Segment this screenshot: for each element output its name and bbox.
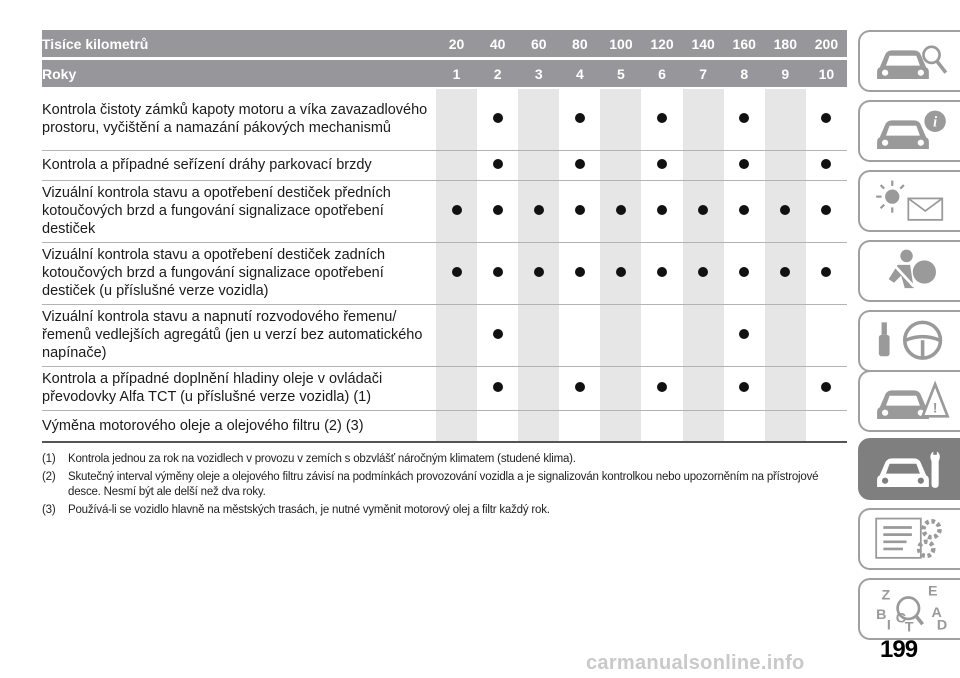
service-required-dot — [657, 382, 667, 392]
header-years-row-value: 1 — [436, 59, 477, 89]
header-km-row-label: Tisíce kilometrů — [42, 30, 436, 59]
header-years-row-value: 4 — [559, 59, 600, 89]
schedule-cell — [806, 366, 847, 410]
service-required-dot — [739, 382, 749, 392]
header-years-row-value: 6 — [641, 59, 682, 89]
schedule-cell — [600, 88, 641, 150]
service-required-dot — [575, 159, 585, 169]
header-km-row-value: 160 — [724, 30, 765, 59]
service-required-dot — [821, 382, 831, 392]
schedule-cell — [724, 304, 765, 366]
schedule-cell — [806, 410, 847, 442]
schedule-cell — [724, 242, 765, 304]
service-required-dot — [493, 159, 503, 169]
service-required-dot — [821, 159, 831, 169]
index-letter: I — [886, 617, 891, 634]
footnote-text: Používá-li se vozidlo hlavně na městských trasách, je nutné vyměnit motorový olej a filtr každý rok. — [68, 504, 550, 516]
service-required-dot — [616, 205, 626, 215]
schedule-cell — [724, 88, 765, 150]
schedule-cell — [477, 242, 518, 304]
header-km-row-value: 100 — [600, 30, 641, 59]
service-required-dot — [575, 205, 585, 215]
header-years-row-value: 9 — [765, 59, 806, 89]
schedule-cell — [683, 304, 724, 366]
chapter-tab[interactable] — [858, 310, 960, 372]
service-required-dot — [657, 267, 667, 277]
schedule-cell — [724, 366, 765, 410]
schedule-cell — [806, 242, 847, 304]
service-required-dot — [780, 205, 790, 215]
service-required-dot — [780, 267, 790, 277]
schedule-cell — [600, 410, 641, 442]
schedule-cell — [765, 242, 806, 304]
schedule-cell — [600, 150, 641, 180]
chapter-tab[interactable] — [858, 578, 960, 640]
maintenance-schedule-table — [42, 30, 847, 443]
schedule-cell — [436, 242, 477, 304]
schedule-cell — [765, 366, 806, 410]
header-years-row-label: Roky — [42, 59, 436, 89]
service-required-dot — [452, 267, 462, 277]
schedule-cell — [436, 410, 477, 442]
task-description: Vizuální kontrola stavu a napnutí rozvodového řemenu/ řemenů vedlejších agregátů (jen u verzí bez automatického napínače) — [42, 304, 436, 366]
schedule-cell — [641, 180, 682, 242]
chapter-tab[interactable] — [858, 370, 960, 432]
schedule-cell — [806, 180, 847, 242]
header-km-row-value: 200 — [806, 30, 847, 59]
schedule-cell — [806, 88, 847, 150]
service-required-dot — [493, 382, 503, 392]
schedule-cell — [436, 150, 477, 180]
schedule-cell — [724, 180, 765, 242]
service-required-dot — [452, 205, 462, 215]
table-row — [42, 304, 847, 366]
schedule-cell — [683, 242, 724, 304]
header-km-row-value: 40 — [477, 30, 518, 59]
service-required-dot — [657, 205, 667, 215]
schedule-cell — [518, 242, 559, 304]
header-km-row-value: 180 — [765, 30, 806, 59]
schedule-cell — [765, 410, 806, 442]
schedule-cell — [641, 410, 682, 442]
schedule-cell — [765, 304, 806, 366]
header-km-row-value: 20 — [436, 30, 477, 59]
schedule-cell — [683, 410, 724, 442]
schedule-cell — [518, 410, 559, 442]
footnote — [42, 503, 847, 518]
page-number: 199 — [880, 636, 918, 663]
service-required-dot — [698, 205, 708, 215]
schedule-cell — [477, 304, 518, 366]
schedule-cell — [436, 88, 477, 150]
task-description: Kontrola a případné doplnění hladiny oleje v ovládači převodovky Alfa TCT (u příslušné verze vozidla) (1) — [42, 366, 436, 410]
header-km-row — [42, 30, 847, 59]
service-required-dot — [616, 267, 626, 277]
service-required-dot — [821, 205, 831, 215]
schedule-cell — [477, 180, 518, 242]
service-required-dot — [698, 267, 708, 277]
header-years-row-value: 7 — [683, 59, 724, 89]
header-km-row-value: 80 — [559, 30, 600, 59]
header-years-row-value: 8 — [724, 59, 765, 89]
service-required-dot — [575, 113, 585, 123]
schedule-cell — [436, 304, 477, 366]
service-required-dot — [821, 113, 831, 123]
service-required-dot — [821, 267, 831, 277]
index-letter: A — [931, 605, 942, 622]
task-description: Vizuální kontrola stavu a opotřebení destiček předních kotoučových brzd a fungování signalizace opotřebení destiček — [42, 180, 436, 242]
service-required-dot — [657, 159, 667, 169]
task-description: Výměna motorového oleje a olejového filtru (2) (3) — [42, 410, 436, 442]
service-required-dot — [657, 113, 667, 123]
index-letter: E — [927, 585, 938, 600]
schedule-cell — [641, 88, 682, 150]
schedule-cell — [806, 304, 847, 366]
schedule-cell — [559, 366, 600, 410]
svg-text:!: ! — [932, 400, 938, 417]
service-required-dot — [739, 205, 749, 215]
service-required-dot — [493, 329, 503, 339]
schedule-cell — [765, 150, 806, 180]
schedule-cell — [559, 88, 600, 150]
schedule-cell — [477, 88, 518, 150]
schedule-cell — [641, 366, 682, 410]
schedule-cell — [641, 242, 682, 304]
schedule-cell — [683, 366, 724, 410]
schedule-cell — [559, 150, 600, 180]
table-row — [42, 150, 847, 180]
schedule-cell — [477, 410, 518, 442]
schedule-cell — [559, 304, 600, 366]
schedule-cell — [518, 180, 559, 242]
table-row — [42, 88, 847, 150]
task-description: Kontrola a případné seřízení dráhy parkovací brzdy — [42, 150, 436, 180]
schedule-cell — [518, 150, 559, 180]
index-letter: D — [936, 617, 948, 634]
chapter-tab[interactable] — [858, 438, 960, 500]
table-row — [42, 366, 847, 410]
schedule-cell — [436, 366, 477, 410]
task-description: Vizuální kontrola stavu a opotřebení destiček zadních kotoučových brzd a fungování signalizace opotřebení destiček (u příslušné verze vozidla) — [42, 242, 436, 304]
schedule-cell — [559, 180, 600, 242]
footnotes — [42, 452, 847, 521]
service-required-dot — [739, 329, 749, 339]
schedule-cell — [600, 304, 641, 366]
footnote-number: (2) — [42, 471, 56, 483]
footnote — [42, 470, 847, 500]
watermark: carmanualsonline.info — [586, 652, 805, 674]
schedule-cell — [518, 366, 559, 410]
schedule-cell — [477, 150, 518, 180]
schedule-cell — [683, 180, 724, 242]
index-letter: C — [895, 610, 907, 627]
footnote-number: (1) — [42, 453, 56, 465]
header-km-row-value: 120 — [641, 30, 682, 59]
header-years-row — [42, 59, 847, 89]
schedule-cell — [600, 366, 641, 410]
table-row — [42, 180, 847, 242]
schedule-cell — [477, 366, 518, 410]
schedule-cell — [559, 242, 600, 304]
header-years-row-value: 2 — [477, 59, 518, 89]
chapter-tab[interactable] — [858, 30, 960, 92]
header-km-row-value: 140 — [683, 30, 724, 59]
header-years-row-value: 5 — [600, 59, 641, 89]
index-letter: Z — [881, 587, 891, 604]
schedule-cell — [600, 242, 641, 304]
schedule-cell — [765, 88, 806, 150]
svg-text:i: i — [933, 114, 938, 131]
chapter-tab[interactable] — [858, 240, 960, 302]
service-required-dot — [739, 113, 749, 123]
service-required-dot — [575, 382, 585, 392]
index-letter: T — [904, 619, 914, 635]
schedule-cell — [518, 304, 559, 366]
schedule-cell — [765, 180, 806, 242]
service-required-dot — [534, 267, 544, 277]
header-km-row-value: 60 — [518, 30, 559, 59]
header-years-row-value: 3 — [518, 59, 559, 89]
schedule-cell — [436, 180, 477, 242]
schedule-cell — [724, 410, 765, 442]
schedule-cell — [518, 88, 559, 150]
index-letter: B — [876, 606, 887, 623]
service-required-dot — [493, 267, 503, 277]
service-required-dot — [493, 205, 503, 215]
schedule-cell — [559, 410, 600, 442]
footnote — [42, 452, 847, 467]
table-row — [42, 242, 847, 304]
chapter-tab[interactable] — [858, 100, 960, 162]
service-required-dot — [493, 113, 503, 123]
schedule-cell — [641, 304, 682, 366]
service-required-dot — [575, 267, 585, 277]
header-years-row-value: 10 — [806, 59, 847, 89]
service-required-dot — [739, 267, 749, 277]
service-required-dot — [534, 205, 544, 215]
footnote-number: (3) — [42, 504, 56, 516]
task-description: Kontrola čistoty zámků kapoty motoru a víka zavazadlového prostoru, vyčištění a namazání pákových mechanismů — [42, 88, 436, 150]
chapter-tab[interactable] — [858, 170, 960, 232]
schedule-cell — [683, 88, 724, 150]
service-required-dot — [739, 159, 749, 169]
schedule-cell — [724, 150, 765, 180]
chapter-tab[interactable] — [858, 508, 960, 570]
footnote-text: Skutečný interval výměny oleje a olejového filtru závisí na podmínkách provozování vozidla a je signalizován kontrolkou nebo upozorněním na přístrojové desce. Nesmí být ale delší než dva roky. — [68, 471, 819, 498]
footnote-text: Kontrola jednou za rok na vozidlech v provozu v zemích s obzvlášť náročným klimatem (studené klima). — [68, 453, 576, 465]
table-row — [42, 410, 847, 442]
schedule-cell — [683, 150, 724, 180]
schedule-cell — [806, 150, 847, 180]
schedule-cell — [641, 150, 682, 180]
schedule-cell — [600, 180, 641, 242]
